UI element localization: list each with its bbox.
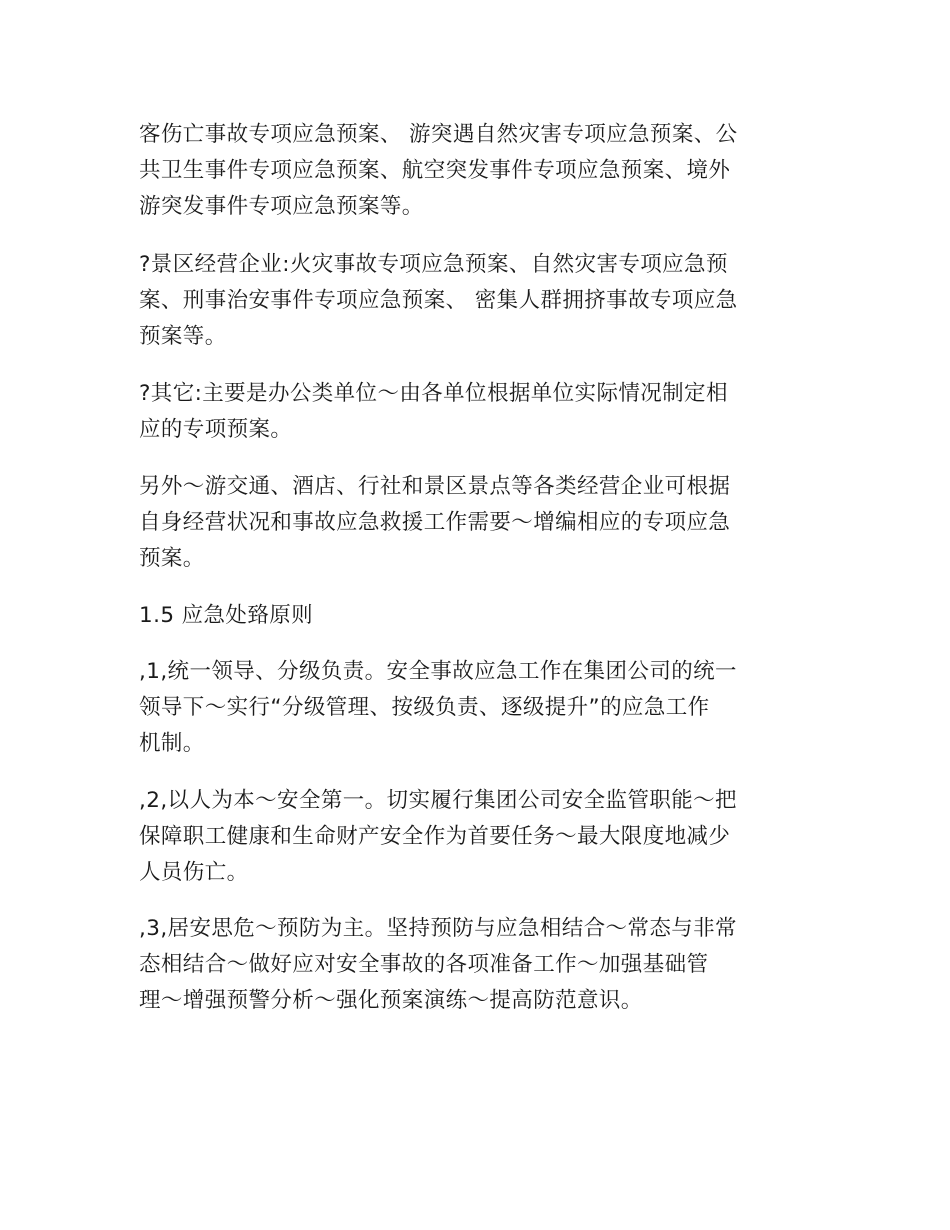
principle-3-line-3: 理～增强预警分析～强化预案演练～提高防范意识。	[139, 988, 643, 1013]
paragraph-4-line-1: 另外～游交通、酒店、行社和景区景点等各类经营企业可根据	[139, 474, 731, 499]
principle-3-line-1: ,3,居安思危～预防为主。坚持预防与应急相结合～常态与非常	[139, 916, 737, 941]
principle-2-line-2: 保障职工健康和生命财产安全作为首要任务～最大限度地减少	[139, 824, 731, 849]
principle-1-line-1: ,1,统一领导、分级负责。安全事故应急工作在集团公司的统一	[139, 659, 737, 684]
paragraph-1-line-1: 客伤亡事故专项应急预案、 游突遇自然灾害专项应急预案、公	[139, 122, 738, 147]
paragraph-1-line-3: 游突发事件专项应急预案等。	[139, 194, 424, 219]
paragraph-2-line-3: 预案等。	[139, 324, 227, 349]
section-heading: 1.5 应急处臵原则	[139, 603, 314, 628]
principle-1-line-3: 机制。	[139, 731, 205, 756]
principle-2-line-1: ,2,以人为本～安全第一。切实履行集团公司安全监管职能～把	[139, 788, 737, 813]
principle-3-line-2: 态相结合～做好应对安全事故的各项准备工作～加强基础管	[139, 952, 709, 977]
principle-2-line-3: 人员伤亡。	[139, 860, 249, 885]
principle-1-line-2: 领导下～实行“分级管理、按级负责、逐级提升”的应急工作	[139, 695, 710, 720]
paragraph-2-line-1: ?景区经营企业:火灾事故专项应急预案、自然灾害专项应急预	[139, 252, 728, 277]
paragraph-4-line-2: 自身经营状况和事故应急救援工作需要～增编相应的专项应急	[139, 510, 731, 535]
paragraph-2-line-2: 案、刑事治安事件专项应急预案、 密集人群拥挤事故专项应急	[139, 288, 738, 313]
paragraph-3-line-1: ?其它:主要是办公类单位～由各单位根据单位实际情况制定相	[139, 381, 728, 406]
paragraph-1-line-2: 共卫生事件专项应急预案、航空突发事件专项应急预案、境外	[139, 158, 731, 183]
paragraph-3-line-2: 应的专项预案。	[139, 417, 293, 442]
paragraph-4-line-3: 预案。	[139, 546, 205, 571]
